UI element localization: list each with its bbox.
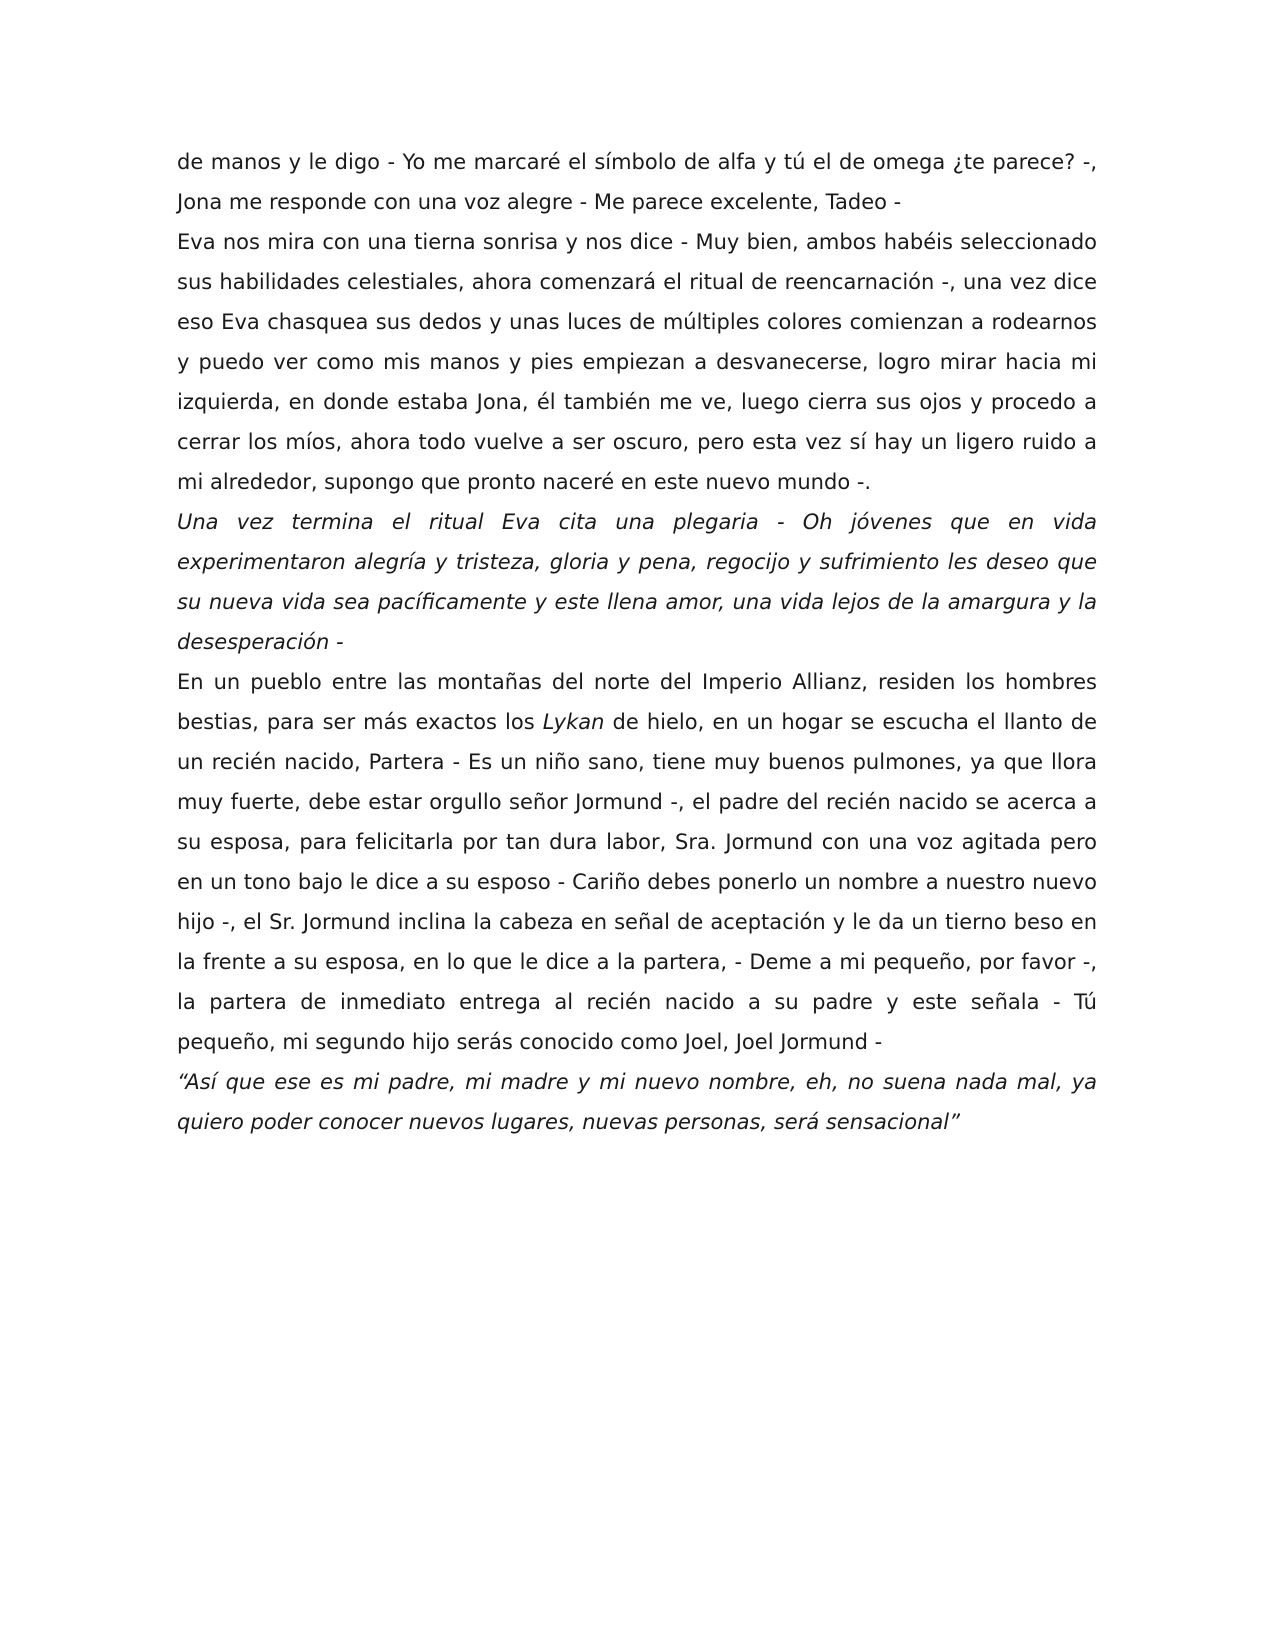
paragraph-4-part-2: de hielo, en un hogar se escucha el llanto de un recién nacido, Partera - Es un niño sano, tiene muy buenos pulmones, ya que llora muy fuerte, debe estar orgullo señor Jormund -, el padre del recién nacido se acerca a su esposa, para felicitarla por tan dura labor, Sra. Jormund con una voz agitada pero en un tono bajo le dice a su esposo - Cariño debes ponerlo un nombre a nuestro nuevo hijo -, el Sr. Jormund inclina la cabeza en señal de aceptación y le da un tierno beso en la frente a su esposa, en lo que le dice a la partera, - Deme a mi pequeño, por favor -, la partera de inmediato entrega al recién nacido a su padre y este señala - Tú pequeño, mi segundo hijo serás conocido como Joel, Joel Jormund -: [177, 710, 1097, 1054]
body-text: [177, 142, 1097, 1142]
paragraph-4-italic-term: Lykan: [542, 710, 605, 734]
paragraph-3-prayer: Una vez termina el ritual Eva cita una plegaria - Oh jóvenes que en vida experimentaron alegría y tristeza, gloria y pena, regocijo y sufrimiento les deseo que su nueva vida sea pacíficamente y este llena amor, una vida lejos de la amargura y la desesperación -: [177, 510, 1097, 654]
paragraph-2: Eva nos mira con una tierna sonrisa y nos dice - Muy bien, ambos habéis seleccionado sus habilidades celestiales, ahora comenzará el ritual de reencarnación -, una vez dice eso Eva chasquea sus dedos y unas luces de múltiples colores comienzan a rodearnos y puedo ver como mis manos y pies empiezan a desvanecerse, logro mirar hacia mi izquierda, en donde estaba Jona, él también me ve, luego cierra sus ojos y procedo a cerrar los míos, ahora todo vuelve a ser oscuro, pero esta vez sí hay un ligero ruido a mi alrededor, supongo que pronto naceré en este nuevo mundo -.: [177, 230, 1097, 494]
paragraph-4: [177, 662, 1097, 1062]
paragraph-4-part-1: En un pueblo entre las montañas del norte del Imperio Allianz, residen los hombres bestias, para ser más exactos los: [177, 670, 1097, 734]
paragraph-5-thought: “Así que ese es mi padre, mi madre y mi nuevo nombre, eh, no suena nada mal, ya quiero poder conocer nuevos lugares, nuevas personas, será sensacional”: [177, 1070, 1097, 1134]
paragraph-1: de manos y le digo - Yo me marcaré el símbolo de alfa y tú el de omega ¿te parece? -, Jona me responde con una voz alegre - Me parece excelente, Tadeo -: [177, 150, 1097, 214]
